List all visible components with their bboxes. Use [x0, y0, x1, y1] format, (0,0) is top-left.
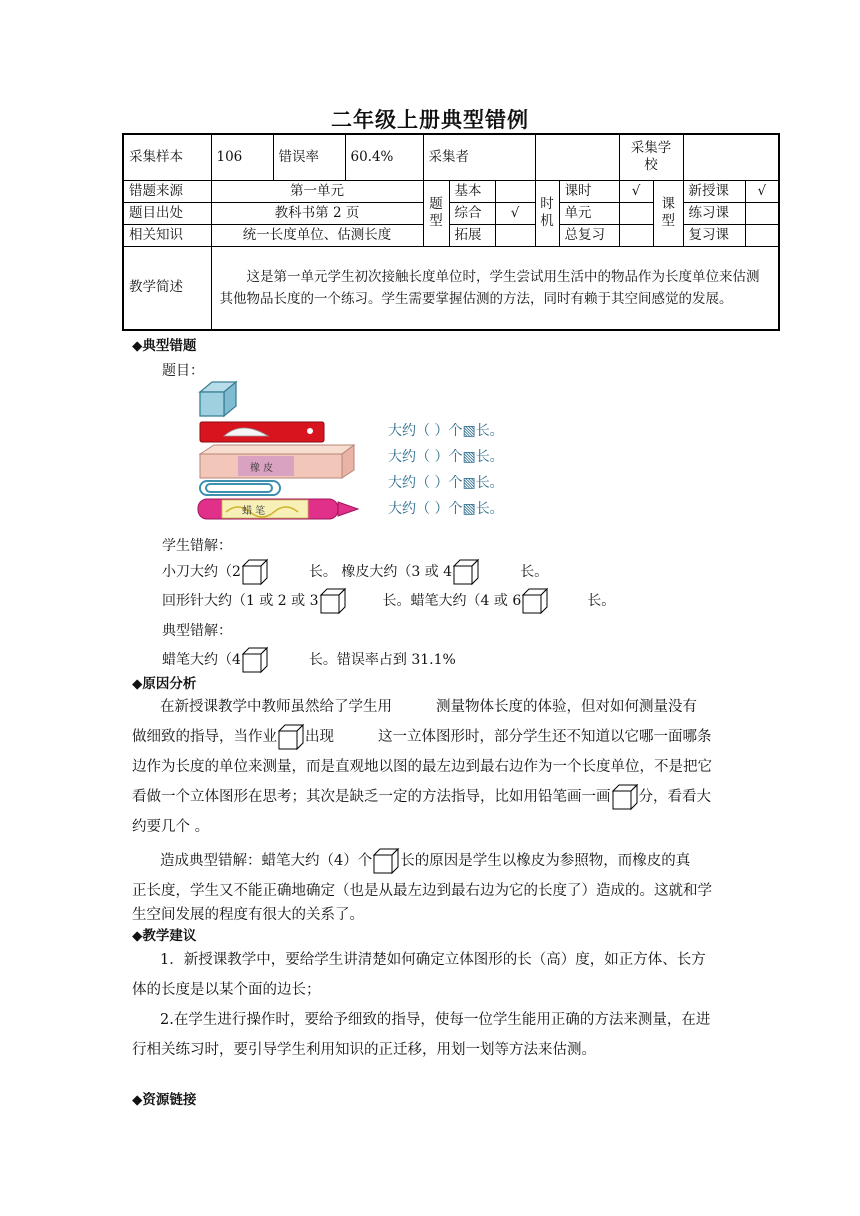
- section-cause-analysis: ◆原因分析: [132, 676, 197, 692]
- cube-icon: [241, 646, 269, 674]
- typical-error-label: 典型错解：: [162, 623, 232, 639]
- timing-option-check: [619, 202, 653, 224]
- type-option-label: 基本: [449, 180, 495, 202]
- source-label: 错题来源: [123, 180, 211, 202]
- analysis-line: 约要几个 。: [132, 819, 210, 835]
- knowledge-label: 相关知识: [123, 224, 211, 246]
- info-table: [122, 133, 780, 331]
- student-error-line-1: 小刀大约（2 长。 橡皮大约（3 或 4 长。: [162, 558, 548, 586]
- cube-icon: [277, 723, 305, 751]
- cube-icon: [611, 783, 639, 811]
- analysis-line: 生空间发展的程度有很大的关系了。: [132, 907, 364, 923]
- error-rate-value: 60.4%: [345, 134, 423, 180]
- knife-icon: [200, 422, 324, 442]
- cube-icon: [241, 558, 269, 586]
- timing-option-check: √: [619, 180, 653, 202]
- cube-icon: [319, 587, 347, 615]
- analysis-line: 造成典型错解：蜡笔大约（4）个 长的原因是学生以橡皮为参照物，而橡皮的真: [132, 846, 734, 876]
- sample-value: 106: [211, 134, 273, 180]
- analysis-line: 做细致的指导，当作业 出现 这一立体图形时，部分学生还不知道以它哪一面哪条: [132, 722, 734, 752]
- advice-line: 1．新授课教学中，要给学生讲清楚如何确定立体图形的长（高）度，如正方体、长方: [160, 952, 706, 968]
- school-value: [683, 134, 779, 180]
- section-typical-errors: ◆典型错题: [132, 338, 197, 354]
- type-option-check: [495, 180, 535, 202]
- crayon-label: 蜡 笔: [242, 506, 266, 517]
- lesson-option-check: √: [745, 180, 779, 202]
- advice-line: 体的长度是以某个面的边长；: [132, 982, 321, 998]
- question-line: 大约（ ）个▧长。: [388, 475, 504, 491]
- section-resource-links: ◆资源链接: [132, 1092, 197, 1108]
- section-teaching-advice: ◆教学建议: [132, 928, 197, 944]
- brief-value: 这是第一单元学生初次接触长度单位时，学生尝试用生活中的物品作为长度单位来估测其他物品长度的一个练习。学生需要掌握估测的方法，同时有赖于其空间感觉的发展。: [211, 246, 779, 330]
- timing-option-label: 单元: [559, 202, 619, 224]
- analysis-line: 看做一个立体图形在思考；其次是缺乏一定的方法指导，比如用铅笔画一画 分，看看大: [132, 782, 734, 812]
- type-option-label: 综合: [449, 202, 495, 224]
- origin-label: 题目出处: [123, 202, 211, 224]
- brief-label: 教学简述: [123, 246, 211, 330]
- type-option-check: [495, 224, 535, 246]
- lesson-option-label: 复习课: [683, 224, 745, 246]
- question-line: 大约（ ）个▧长。: [388, 423, 504, 439]
- analysis-line: 边作为长度的单位来测量，而是直观地以图的最左边到最右边作为一个长度单位，不是把它: [132, 759, 712, 775]
- origin-value: 教科书第 2 页: [211, 202, 423, 224]
- cube-icon: [372, 847, 400, 875]
- analysis-line: 在新授课教学中教师虽然给了学生用 测量物体长度的体验，但对如何测量没有: [160, 699, 697, 715]
- analysis-line: 正长度，学生又不能正确地确定（也是从最左边到最右边为它的长度了）造成的。这就和学: [132, 883, 712, 899]
- cube-icon: [521, 587, 549, 615]
- lesson-type-label: 课型: [653, 180, 683, 246]
- lesson-option-label: 练习课: [683, 202, 745, 224]
- crayon-icon: [198, 499, 358, 519]
- typical-error-line: 蜡笔大约（4 长。错误率占到 31.1%: [162, 646, 456, 674]
- student-errors-label: 学生错解：: [162, 538, 232, 554]
- timing-option-label: 课时: [559, 180, 619, 202]
- error-rate-label: 错误率: [273, 134, 345, 180]
- lesson-option-check: [745, 224, 779, 246]
- eraser-label: 橡 皮: [250, 463, 274, 474]
- advice-line: 2.在学生进行操作时，要给予细致的指导，使每一位学生能用正确的方法来测量，在进: [160, 1012, 711, 1028]
- page-title: 二年级上册典型错例: [331, 107, 529, 132]
- source-value: 第一单元: [211, 180, 423, 202]
- question-label: 题目：: [162, 363, 204, 379]
- paperclip-icon: [200, 481, 280, 495]
- school-label: 采集学校: [619, 134, 683, 180]
- cube-icon: [452, 558, 480, 586]
- type-option-check: √: [495, 202, 535, 224]
- knowledge-value: 统一长度单位、估测长度: [211, 224, 423, 246]
- type-label: 题型: [423, 180, 449, 246]
- lesson-option-check: [745, 202, 779, 224]
- advice-line: 行相关练习时，要引导学生利用知识的正迁移，用划一划等方法来估测。: [132, 1042, 596, 1058]
- collector-label: 采集者: [423, 134, 535, 180]
- cube-icon: [200, 382, 236, 416]
- student-error-line-2: 回形针大约（1 或 2 或 3 长。蜡笔大约（4 或 6 长。: [162, 587, 615, 615]
- lesson-option-label: 新授课: [683, 180, 745, 202]
- eraser-icon: [200, 445, 354, 478]
- type-option-label: 拓展: [449, 224, 495, 246]
- timing-option-label: 总复习: [559, 224, 619, 246]
- timing-option-check: [619, 224, 653, 246]
- question-line: 大约（ ）个▧长。: [388, 449, 504, 465]
- collector-value: [535, 134, 619, 180]
- sample-label: 采集样本: [123, 134, 211, 180]
- timing-label: 时机: [535, 180, 559, 246]
- question-line: 大约（ ）个▧长。: [388, 501, 504, 517]
